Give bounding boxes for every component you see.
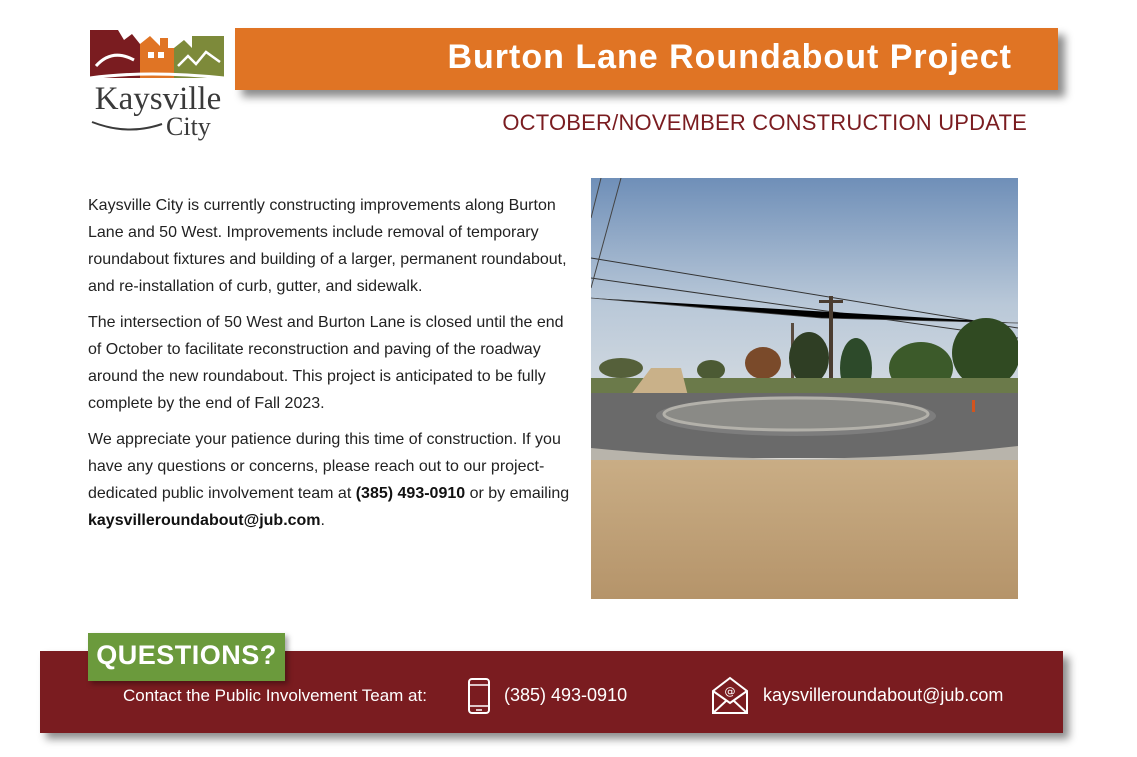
svg-text:@: @ xyxy=(724,685,736,698)
logo-name: Kaysville xyxy=(94,81,222,117)
email-icon xyxy=(711,675,749,715)
contact-phone[interactable]: (385) 493-0910 xyxy=(504,685,628,705)
paragraph-3-email: kaysvilleroundabout@jub.com xyxy=(88,512,321,529)
phone-icon xyxy=(467,677,491,715)
logo-sub: City xyxy=(166,112,211,141)
kaysville-city-logo xyxy=(88,26,228,142)
paragraph-1: Kaysville City is currently constructing improvements along Burton Lane and 50 West. Improvements include removal of temporary roundabout fixtures and building of a larger, permanent roundabout, and re-installation of curb, gutter, and sidewalk. xyxy=(88,197,567,295)
paragraph-3 xyxy=(88,426,573,534)
roundabout-photo xyxy=(591,178,1018,599)
body-text xyxy=(88,192,573,543)
questions-badge xyxy=(88,633,285,681)
title-banner xyxy=(235,28,1058,90)
questions-label: QUESTIONS? xyxy=(96,640,277,670)
page-title: Burton Lane Roundabout Project xyxy=(447,38,1012,76)
contact-email[interactable]: kaysvilleroundabout@jub.com xyxy=(763,685,1004,705)
city-skyline-icon xyxy=(88,26,228,86)
paragraph-3-text-b: or by emailing xyxy=(465,485,570,502)
paragraph-3-phone: (385) 493-0910 xyxy=(355,485,466,502)
page-subtitle: OCTOBER/NOVEMBER CONSTRUCTION UPDATE xyxy=(502,110,1027,135)
paragraph-3-text-c: . xyxy=(320,512,325,529)
paragraph-3-text-a: We appreciate your patience during this time of construction. If you have any questions or concerns, please reach out to our project-dedicated public involvement team at xyxy=(88,431,561,502)
paragraph-2: The intersection of 50 West and Burton Lane is closed until the end of October to facilitate reconstruction and paving of the roadway around the new roundabout. This project is anticipated to be fully complete by the end of Fall 2023. xyxy=(88,314,564,412)
contact-label: Contact the Public Involvement Team at: xyxy=(123,686,427,705)
